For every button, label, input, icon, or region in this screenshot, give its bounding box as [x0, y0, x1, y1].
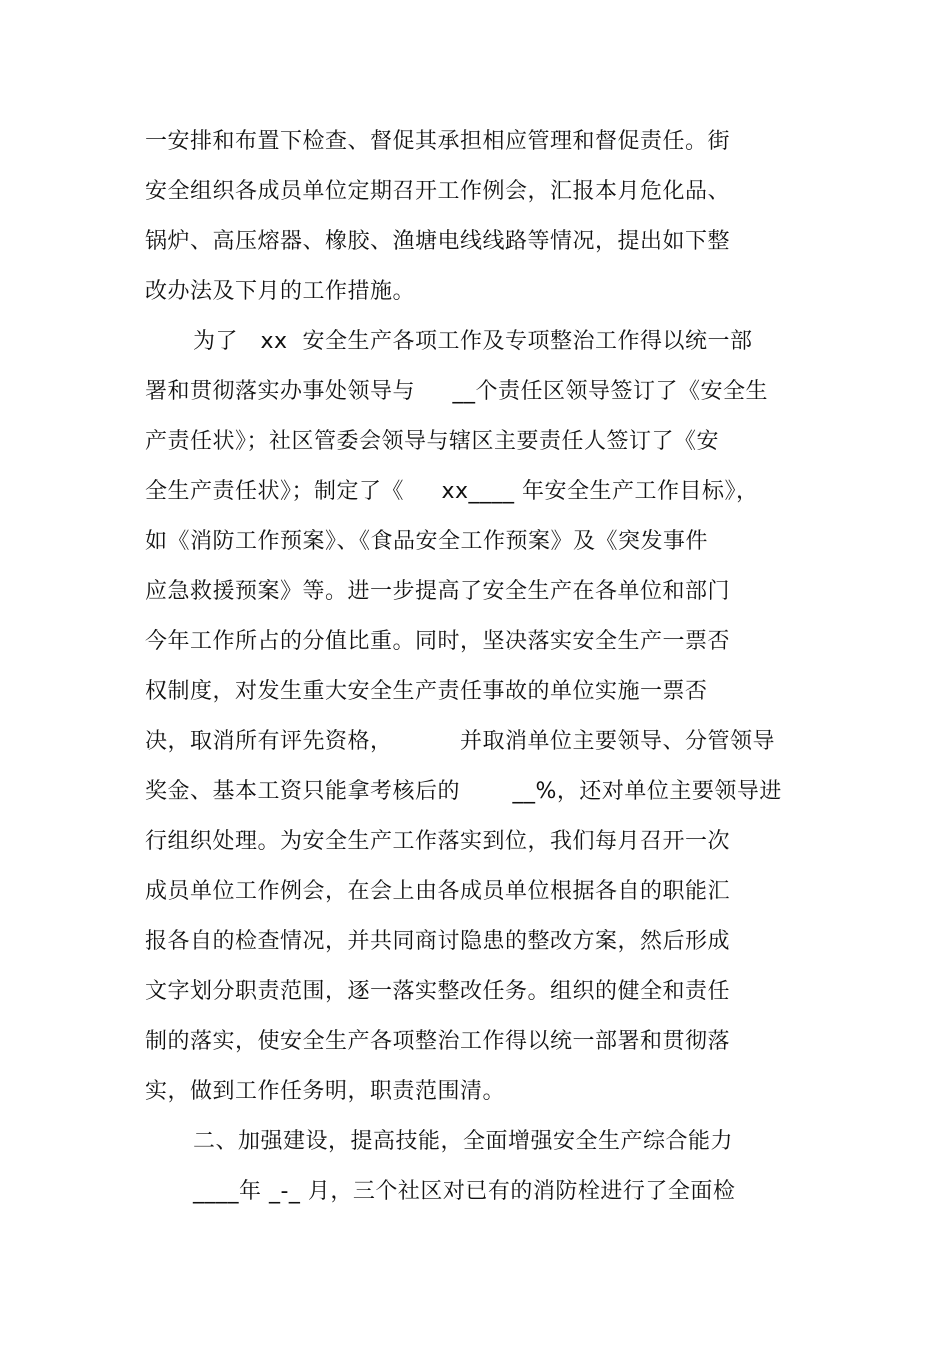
text-line: 如《消防工作预案》、《食品安全工作预案》及《突发事件	[145, 529, 709, 554]
section-heading: 二、加强建设，提高技能，全面增强安全生产综合能力	[193, 1129, 734, 1154]
text-line: 决，取消所有评先资格， 并取消单位主要领导、分管领导	[145, 729, 775, 754]
text-line: 署和贯彻落实办事处领导与 __个责任区领导签订了《安全生	[145, 379, 768, 404]
text-line: 一安排和布置下检查、督促其承担相应管理和督促责任。街	[145, 129, 731, 154]
text-line: 应急救援预案》等。进一步提高了安全生产在各单位和部门	[145, 579, 731, 604]
text-line: 今年工作所占的分值比重。同时，坚决落实安全生产一票否	[145, 629, 731, 654]
paragraph-start-line: ____年 _-_ 月，三个社区对已有的消防栓进行了全面检	[193, 1179, 736, 1204]
text-line: 锅炉、高压熔器、橡胶、渔塘电线线路等情况，提出如下整	[145, 229, 731, 254]
text-line: 改办法及下月的工作措施。	[145, 279, 416, 304]
text-line: 文字划分职责范围，逐一落实整改任务。组织的健全和责任	[145, 979, 731, 1004]
text-line: 安全组织各成员单位定期召开工作例会，汇报本月危化品、	[145, 179, 731, 204]
text-line: 报各自的检查情况，并共同商讨隐患的整改方案，然后形成	[145, 929, 731, 954]
paragraph-start-line: 为了 xx 安全生产各项工作及专项整治工作得以统一部	[193, 329, 753, 354]
text-line: 实，做到工作任务明，职责范围清。	[145, 1079, 506, 1104]
text-line: 行组织处理。为安全生产工作落实到位，我们每月召开一次	[145, 829, 731, 854]
text-line: 权制度，对发生重大安全生产责任事故的单位实施一票否	[145, 679, 708, 704]
text-line: 全生产责任状》；制定了《 xx____ 年安全生产工作目标》，	[145, 479, 759, 504]
text-line: 奖金、基本工资只能拿考核后的 __%，还对单位主要领导进	[145, 779, 782, 804]
text-line: 制的落实，使安全生产各项整治工作得以统一部署和贯彻落	[145, 1029, 731, 1054]
text-line: 成员单位工作例会，在会上由各成员单位根据各自的职能汇	[145, 879, 731, 904]
text-line: 产责任状》；社区管委会领导与辖区主要责任人签订了《安	[145, 429, 720, 454]
